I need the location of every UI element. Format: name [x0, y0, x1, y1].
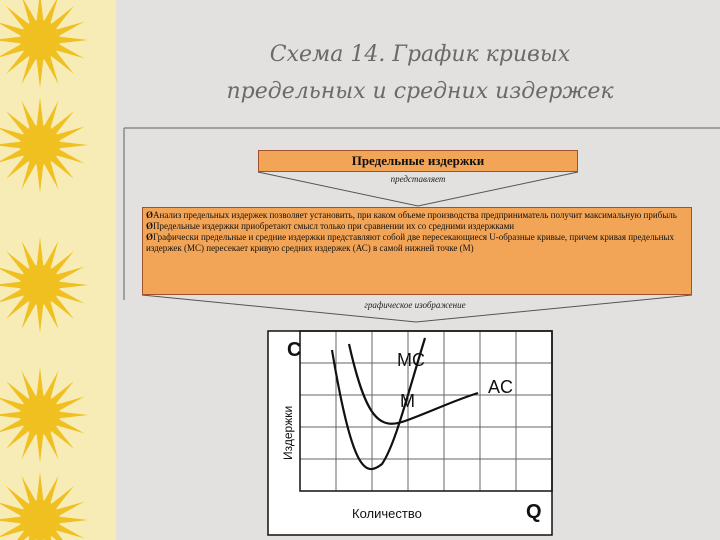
mc-label: MC [397, 350, 425, 370]
ac-label: AC [488, 377, 514, 397]
represents-label: представляет [390, 174, 446, 184]
slide-title-line-1: Схема 14. График кривых [269, 42, 571, 67]
intersection-label: M [400, 391, 415, 411]
x-axis-label: Количество [352, 506, 422, 521]
y-axis-label: Издержки [281, 405, 295, 460]
arrow-bullet-icon: Ø [146, 210, 154, 220]
x-axis-letter: Q [526, 501, 542, 523]
y-axis-letter: C [287, 339, 302, 361]
arrow-bullet-icon: Ø [146, 232, 154, 242]
slide-title-line-2: предельных и средних издержек [226, 79, 614, 104]
arrow-bullet-icon: Ø [146, 221, 154, 231]
content-item-1-text: Анализ предельных издержек позволяет установить, при каком объеме производства предприниматель получит максимальную прибыль [153, 210, 677, 220]
content-item-3-text: Графически предельные и средние издержки представляют собой две пересекающиеся U-образные кривые, причем кривая предельных издержек (МС) пересекает кривую средних издержек (АС) в самой нижней точке (М) [146, 232, 674, 253]
content-item-2-text: Предельные издержки приобретают смысл только при сравнении их со средними издержками [153, 221, 515, 231]
marginal-costs-box: Предельные издержки [258, 150, 578, 172]
graphic-representation-label: графическое изображение [364, 300, 466, 310]
